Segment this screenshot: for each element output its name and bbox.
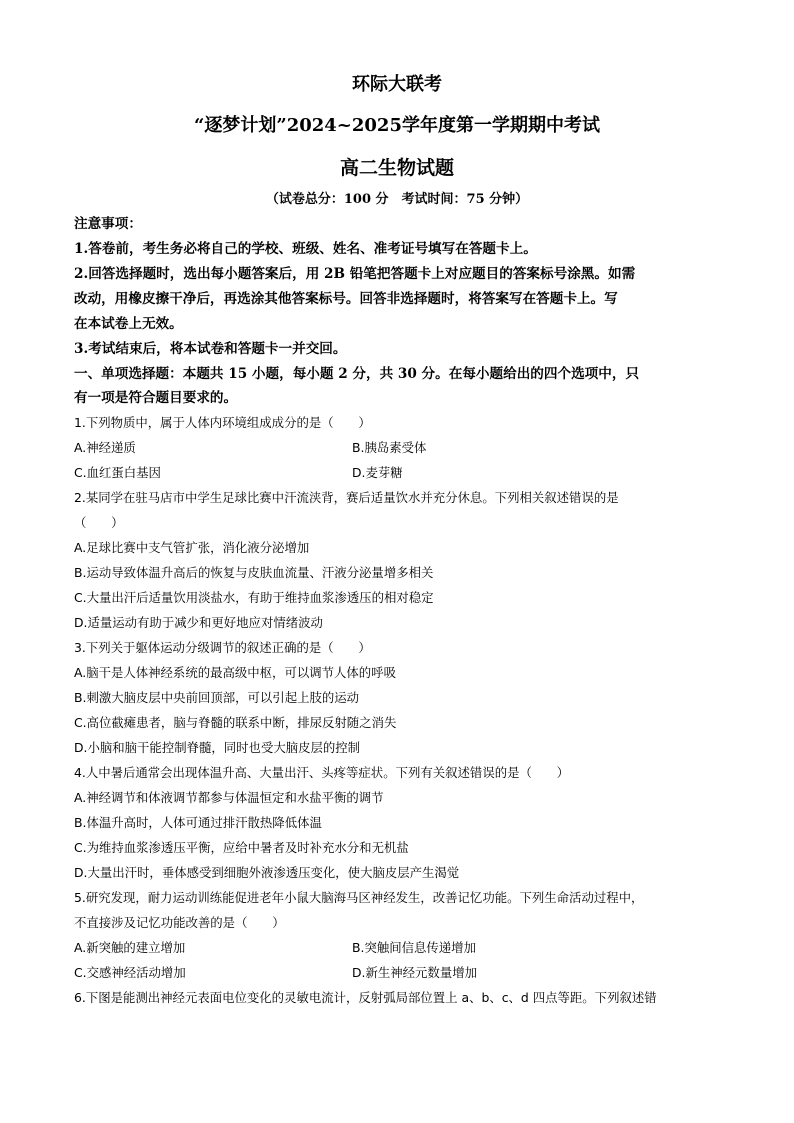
- option-a: A.神经调节和体液调节都参与体温恒定和水盐平衡的调节: [74, 790, 384, 805]
- section-heading: 有一项是符合题目要求的。: [74, 390, 238, 406]
- notes-line: 3.考试结束后，将本试卷和答题卡一并交回。: [74, 341, 347, 357]
- option-d: D.新生神经元数量增加: [352, 965, 477, 980]
- question-stem: 1.下列物质中，属于人体内环境组成成分的是（ ）: [74, 415, 371, 430]
- option-a: A.神经递质: [74, 440, 136, 455]
- question-stem: 5.研究发现，耐力运动训练能促进老年小鼠大脑海马区神经发生，改善记忆功能。下列生命活动过程中，: [74, 890, 644, 905]
- exam-title: “逐梦计划”2024~2025学年度第一学期期中考试: [194, 115, 600, 136]
- subject-title: 高二生物试题: [339, 157, 454, 179]
- option-d: D.适量运动有助于减少和更好地应对情绪波动: [74, 615, 323, 630]
- option-d: D.大量出汗时，垂体感受到细胞外液渗透压变化，使大脑皮层产生渴觉: [74, 865, 460, 880]
- question-stem: 2.某同学在驻马店市中学生足球比赛中汗流浃背，赛后适量饮水并充分休息。下列相关叙述错误的是: [74, 490, 619, 505]
- option-a: A.足球比赛中支气管扩张，消化液分泌增加: [74, 540, 310, 555]
- option-d: D.麦芽糖: [352, 465, 403, 480]
- option-b: B.胰岛素受体: [352, 440, 427, 455]
- org-title: 环际大联考: [352, 74, 442, 95]
- section-heading: 一、单项选择题：本题共 15 小题，每小题 2 分，共 30 分。在每小题给出的四个选项中，只: [74, 366, 640, 382]
- option-d: D.小脑和脑干能控制脊髓，同时也受大脑皮层的控制: [74, 740, 361, 755]
- notes-line: 1.答卷前，考生务必将自己的学校、班级、姓名、准考证号填写在答题卡上。: [74, 241, 537, 257]
- exam-info: （试卷总分：100 分 考试时间：75 分钟）: [265, 192, 529, 207]
- question-stem: 不直接涉及记忆功能改善的是（ ）: [74, 915, 285, 930]
- notes-line: 在本试卷上无效。: [74, 316, 183, 332]
- question-stem: （ ）: [74, 515, 124, 530]
- option-c: C.交感神经活动增加: [74, 965, 186, 980]
- option-b: B.体温升高时，人体可通过排汗散热降低体温: [74, 815, 322, 830]
- option-c: C.大量出汗后适量饮用淡盐水，有助于维持血浆渗透压的相对稳定: [74, 590, 434, 605]
- option-c: C.为维持血浆渗透压平衡，应给中暑者及时补充水分和无机盐: [74, 840, 409, 855]
- option-a: A.新突触的建立增加: [74, 940, 186, 955]
- notes-line: 2.回答选择题时，选出每小题答案后，用 2B 铅笔把答题卡上对应题目的答案标号涂黑。如需: [74, 266, 636, 282]
- notes-line: 改动，用橡皮擦干净后，再选涂其他答案标号。回答非选择题时，将答案写在答题卡上。写: [74, 291, 618, 307]
- option-b: B.刺激大脑皮层中央前回顶部，可以引起上肢的运动: [74, 690, 360, 705]
- option-c: C.血红蛋白基因: [74, 465, 161, 480]
- notes-heading: 注意事项：: [74, 216, 142, 232]
- question-stem: 3.下列关于躯体运动分级调节的叙述正确的是（ ）: [74, 640, 371, 655]
- option-b: B.突触间信息传递增加: [352, 940, 476, 955]
- question-stem: 4.人中暑后通常会出现体温升高、大量出汗、头疼等症状。下列有关叙述错误的是（ ）: [74, 765, 570, 780]
- option-a: A.脑干是人体神经系统的最高级中枢，可以调节人体的呼吸: [74, 665, 396, 680]
- question-stem: 6.下图是能测出神经元表面电位变化的灵敏电流计，反射弧局部位置上 a、b、c、d 四点等距。下列叙述错: [74, 990, 657, 1005]
- option-c: C.高位截瘫患者，脑与脊髓的联系中断，排尿反射随之消失: [74, 715, 397, 730]
- option-b: B.运动导致体温升高后的恢复与皮肤血流量、汗液分泌量增多相关: [74, 565, 434, 580]
